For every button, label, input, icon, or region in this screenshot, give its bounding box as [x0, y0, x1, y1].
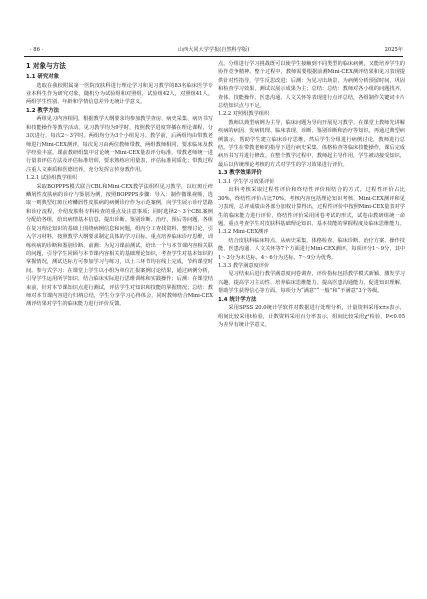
paragraph: 教师以典型病例为主导，临床问题为导向开展见习教学。在课堂上教师先讲解疾病的病因、发病机理、临床表现、诊断、鉴别诊断和治疗等知识，再通过典型病例演示，帮助学生建立临床诊疗思维，然后学生分组进行病例讨论，教师进行总结。学生在带教老师的指导下进行病史采集、体格检查等临床技能操作，课后完成病历书写并进行修改。在整个教学过程中，教师起主导作用，学生被动接受知识，最后以传统理论考核的方式对学生的学习效果进行评价。 [218, 119, 405, 168]
publication-year: 2025年 [384, 47, 403, 53]
paragraph: 点。分组进行学习挑战既可以使学生接触到不同类型的临床病例，又能培养学生的协作竞争精神。整个过程中，教师需要根据前测Mini-CEX测评结果和见习表现提供针对性指导，学生反思改进；后测：为见习出场景，为病例分析预留时间，巩固和检查学习效果，测试以展示成果为主；总结：总结：教师对各小组的问题找齐，查体、技能操作、医患沟通、人文关怀等表现进行点评总结，各组制作关键词卡片总结知识点与不足。 [218, 61, 405, 110]
subsubsection-heading: 1.3.3 教学满意度评价 [218, 262, 270, 269]
page-number: · 86 · [30, 47, 44, 53]
paragraph: 两组见习内容相同，根据教学大纲要求均参加教学查房、病史采集、病历书写和技能操作等教学活动。见习教学均为9学时，按照教学进度穿插在理论课程，分3次进行，每次2～3学时。两组均分为3个小组见习。教学前，后两组均由带教老师进行Mini-CEX测评。每次见习由两位教师带教，两组教师相同，要求临床及教学经验丰富，课前教研组集中讨论统一Mini-CEX量表评分标准，带教老师统一进行量表评估方法及评估标准培训，要求熟练应用量表，评估标准同质化；带教过程注重人文素质和医德培养，充分发挥言传身教作用。 [26, 116, 213, 173]
subsection-heading: 1.1 研究对象 [26, 74, 59, 80]
left-column [26, 60, 213, 309]
paragraph: 采取BOPPPS模式联合CBL和Mini-CEX教学法组织见习教学，以红斑丘疹鳞屑性皮肤病的诊疗与鉴别为例，按照BOPPPS步骤：导入：制作微课视频，选取一则典型红斑丘疹鳞屑性皮肤病的病例诊疗作为示范案例，向学生展示诊疗思路和诊疗流程，介绍皮肤科专科检查的重点及注意事项；同时选择2～3个CBL案例分配给各组，给出病情基本信息，提出诊断、鉴别诊断、治疗、预后等问题，各组在复习理论知识的基础上围绕病例信息和问题，组内分工查找资料，整理讨论，引入学习材料，按照教学大纲要求制定具体的学习目标。重点培养临床诊疗思维，训练疾病的诊断和鉴别诊断、前测：为见习课前测试，给出一个与本节课内容相关联的问题，引导学生回顾与本节课内容相关的基础理论知识，考查学生对基本知识的掌握情况，测试达标方可参加学习与练习，以上三环节均在线上完成，节约课堂时间。参与式学习：在课堂上学生以小组为单位汇报案例讨论结果，通过病例分析，引导学生运用所学知识，结合临床实际进行思维训练和实践操作；后测：在课堂结束前，针对本节课知识点进行测试，评估学生对知识和技能的掌握情况；总结：教师对本节课内容进行归纳总结，学生分享学习心得体会，同时教师结合Mini-CEX测评结果对学生的临床能力进行评价反馈。 [26, 183, 213, 308]
subsubsection-heading: 1.3.1 学生学习效果评价 [218, 178, 275, 185]
paragraph: 选取在我校附属第一医院皮肤科进行理论学习和见习教学的83名临床医学专业本科生作为研究对象，随机分为试验组和对照组，试验组42人，对照组41人。两组学生性别、年龄和学情信息差异无统计学意义。 [26, 82, 213, 106]
subsubsection-heading: 1.3.2 Mini-CEX测评 [218, 229, 269, 236]
right-column [218, 60, 405, 329]
running-header [24, 44, 403, 57]
journal-title: 山西大同大学学报(自然科学版) [177, 47, 250, 53]
subsubsection-heading: 1.2.1 试验组教学组织 [26, 175, 78, 182]
subsection-heading: 1.2 教学方法 [26, 107, 59, 114]
subsubsection-heading: 1.2.2 对照组教学组织 [218, 111, 270, 118]
paragraph: 出科考核采取过程性评价和终结性评价相结合的方式，过程性评价占比30%，终结性评价占比70%。考核内容包括理论知识考核、Mini-CEX测评和见习表现，总评成绩由各部分加权计算得出，过程性评价中按照Mini-CEX量表对学生的临床能力进行评价，终结性评价采用闭卷考试的形式，试卷由教研组统一命题，重点考查学生对皮肤科基础理论知识、基本技能的掌握程度及临床思维能力。 [218, 187, 405, 227]
paragraph: 采用SPSS 20.0统计学软件对数据进行处理分析，计量资料采用x±s表示，组间比较采用t检验，计数资料采用百分率表示，组间比较采用χ²检验，P<0.05为差异有统计学意义。 [218, 305, 405, 328]
subsection-heading: 1.4 统计学方法 [218, 296, 257, 303]
paragraph: 结合皮肤科临床特点，从病史采集、体格检查、临床诊断、治疗方案、操作技能、医患沟通、人文关怀等7个方面进行Mini-CEX测评，每项评分1～9分，其中1～3分为未达标，4～6分为达标，7～9分为优秀。 [218, 237, 405, 261]
section-heading: 1 对象与方法 [26, 62, 66, 70]
paragraph: 见习结束后进行教学满意度问卷调查，评价指标包括教学模式新颖、激发学习兴趣、提高学习主动性、培养临床思维能力、提高医患沟通能力、促进知识理解、帮助学生获得信心等方面，每项分为“满意”“一般”和“不满意”3个等级。 [218, 271, 405, 295]
subsection-heading: 1.3 教学效果评价 [218, 170, 262, 177]
